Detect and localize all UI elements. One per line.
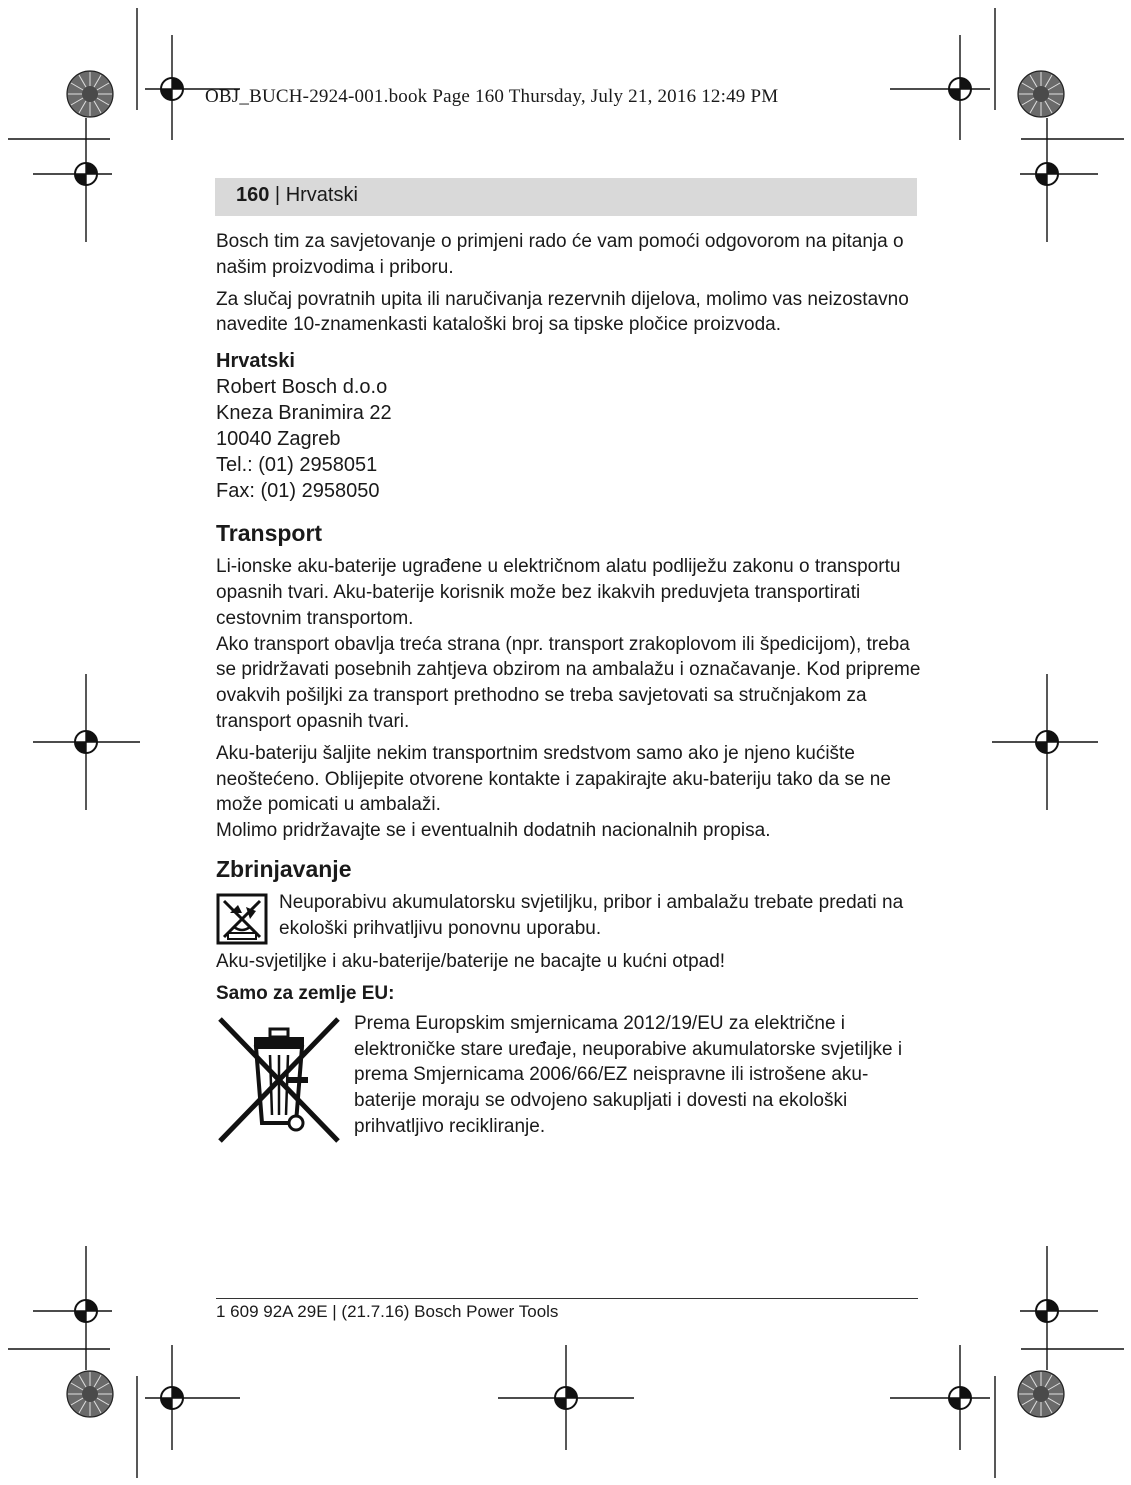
address-line: Fax: (01) 2958050 [216,480,380,503]
page-header [236,184,358,207]
address-line: Robert Bosch d.o.o [216,376,388,399]
transport-paragraph-4: Molimo pridržavajte se i eventualnih dodatnih nacionalnih propisa. [216,820,771,842]
header-separator: | [269,184,286,206]
footer-rule [216,1298,918,1299]
address-heading: Hrvatski [216,350,295,373]
disposal-paragraph-1: Aku-svjetiljke i aku-baterije/baterije ne bacajte u kućni otpad! [216,950,726,972]
eu-note-text: Prema Europskim smjernicama 2012/19/EU za električne i elektroničke stare uređaje, neuporabive akumulatorske svjetiljke i prema Smjernicama 2006/66/EZ neispravne ili istrošene aku-baterije moraju se odvojeno sakupljati i dovesti na ekološki prihvatljivo recikliranje. [354,1012,903,1137]
page-footer: 1 609 92A 29E | (21.7.16) Bosch Power Tools [216,1302,559,1321]
crossed-out-bin-icon [216,1015,342,1145]
eu-note [216,1011,922,1145]
disposal-heading: Zbrinjavanje [216,855,352,882]
header-section: Hrvatski [285,184,358,206]
recycling-note [216,890,922,945]
address-line: Kneza Branimira 22 [216,402,392,425]
address-line: Tel.: (01) 2958051 [216,454,378,477]
main-content [216,229,922,1145]
transport-paragraph-2: Ako transport obavlja treća strana (npr. transport zrakoplovom ili špedicijom), treba se pridržavati posebnih zahtjeva obzirom na ambalažu i označavanje. Kod pripreme ovakvih pošiljki za transport prethodno se treba savjetovati sa stručnjakom za transport opasnih tvari. [216,633,921,732]
recycling-symbol-icon [216,893,268,945]
intro-paragraph-1: Bosch tim za savjetovanje o primjeni rado će vam pomoći odgovorom na pitanja o našim proizvodima i priboru. [216,231,904,278]
address-line: 10040 Zagreb [216,428,341,451]
address-block [216,374,922,504]
print-slug: OBJ_BUCH-2924-001.book Page 160 Thursday, July 21, 2016 12:49 PM [205,86,779,107]
page-number: 160 [236,184,270,206]
eu-heading: Samo za zemlje EU: [216,982,395,1004]
transport-paragraph-1: Li-ionske aku-baterije ugrađene u električnom alatu podliježu zakonu o transportu opasnih tvari. Aku-baterije korisnik može bez ikakvih preduvjeta transportirati cestovnim transportom. [216,556,901,629]
intro-paragraph-2: Za slučaj povratnih upita ili naručivanja rezervnih dijelova, molimo vas neizostavno navedite 10-znamenkasti kataloški broj sa tipske pločice proizvoda. [216,288,909,336]
transport-heading: Transport [216,520,323,547]
recycling-note-text: Neuporabivu akumulatorsku svjetiljku, pribor i ambalažu trebate predati na ekološki prihvatljivu ponovnu uporabu. [279,891,904,939]
transport-paragraph-3: Aku-bateriju šaljite nekim transportnim sredstvom samo ako je njeno kućište neoštećeno. Oblijepite otvorene kontakte i zapakirajte aku-bateriju tako da se ne može pomicati u ambalaži. [216,742,891,816]
